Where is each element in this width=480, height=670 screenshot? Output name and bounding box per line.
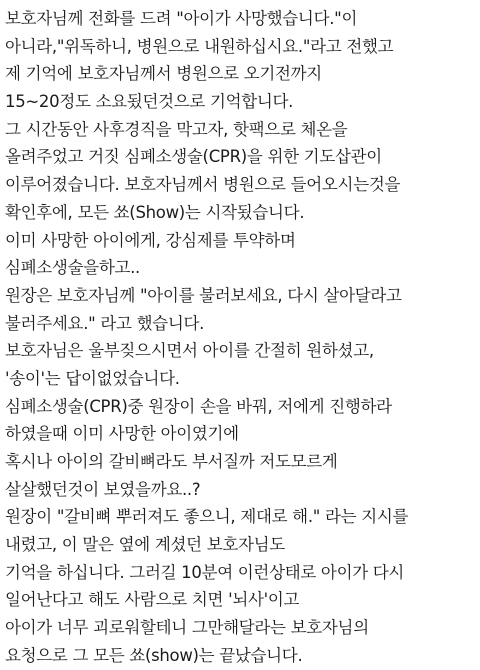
text-line-23: 아이가 너무 괴로워할테니 그만해달라는 보호자님의 — [5, 618, 369, 638]
text-line-24: 요청으로 그 모든 쑈(show)는 끝났습니다. — [5, 645, 303, 665]
text-line-12: 불러주세요." 라고 했습니다. — [5, 313, 205, 333]
text-line-20: 내렸고, 이 말은 옆에 계셨던 보호자님도 — [5, 535, 285, 555]
text-line-17: 혹시나 아이의 갈비뼈라도 부서질까 저도모르게 — [5, 452, 338, 471]
text-line-16: 하였을때 이미 사망한 아이였기에 — [5, 424, 239, 444]
text-line-18: 살살했던것이 보였을까요..? — [5, 479, 201, 499]
text-line-3: 제 기억에 보호자님께서 병원으로 오기전까지 — [5, 64, 322, 84]
text-line-5: 그 시간동안 사후경직을 막고자, 핫팩으로 체온을 — [5, 119, 348, 139]
text-line-1: 보호자님께 전화를 드려 "아이가 사망했습니다."이 — [5, 9, 358, 28]
text-line-15: 심폐소생술(CPR)중 원장이 손을 바꿔, 저에게 진행하라 — [5, 396, 392, 416]
text-line-4: 15~20정도 소요됬던것으로 기억합니다. — [5, 92, 294, 112]
text-line-2: 아니라,"위독하니, 병원으로 내원하십시요."라고 전했고 — [5, 36, 394, 56]
text-line-14: '송이'는 답이없었습니다. — [5, 368, 180, 388]
text-line-8: 확인후에, 모든 쑈(Show)는 시작됬습니다. — [5, 202, 305, 222]
text-line-21: 기억을 하십니다. 그러길 10분여 이런상태로 아이가 다시 — [5, 562, 405, 582]
text-line-9: 이미 사망한 아이에게, 강심제를 투약하며 — [5, 230, 296, 250]
text-line-13: 보호자님은 울부짖으시면서 아이를 간절히 원하셨고, — [5, 341, 374, 361]
text-line-11: 원장은 보호자님께 "아이를 불러보세요, 다시 살아달라고 — [5, 285, 402, 305]
text-line-19: 원장이 "갈비뼈 뿌러져도 좋으니, 제대로 해." 라는 지시를 — [5, 507, 409, 527]
text-line-7: 이루어졌습니다. 보호자님께서 병원으로 들어오시는것을 — [5, 175, 401, 195]
text-line-6: 올려주었고 거짓 심폐소생술(CPR)을 위한 기도삽관이 — [5, 147, 382, 167]
text-line-22: 일어난다고 해도 사람으로 치면 '뇌사'이고 — [5, 590, 300, 610]
text-line-10: 심폐소생술을하고.. — [5, 258, 141, 278]
